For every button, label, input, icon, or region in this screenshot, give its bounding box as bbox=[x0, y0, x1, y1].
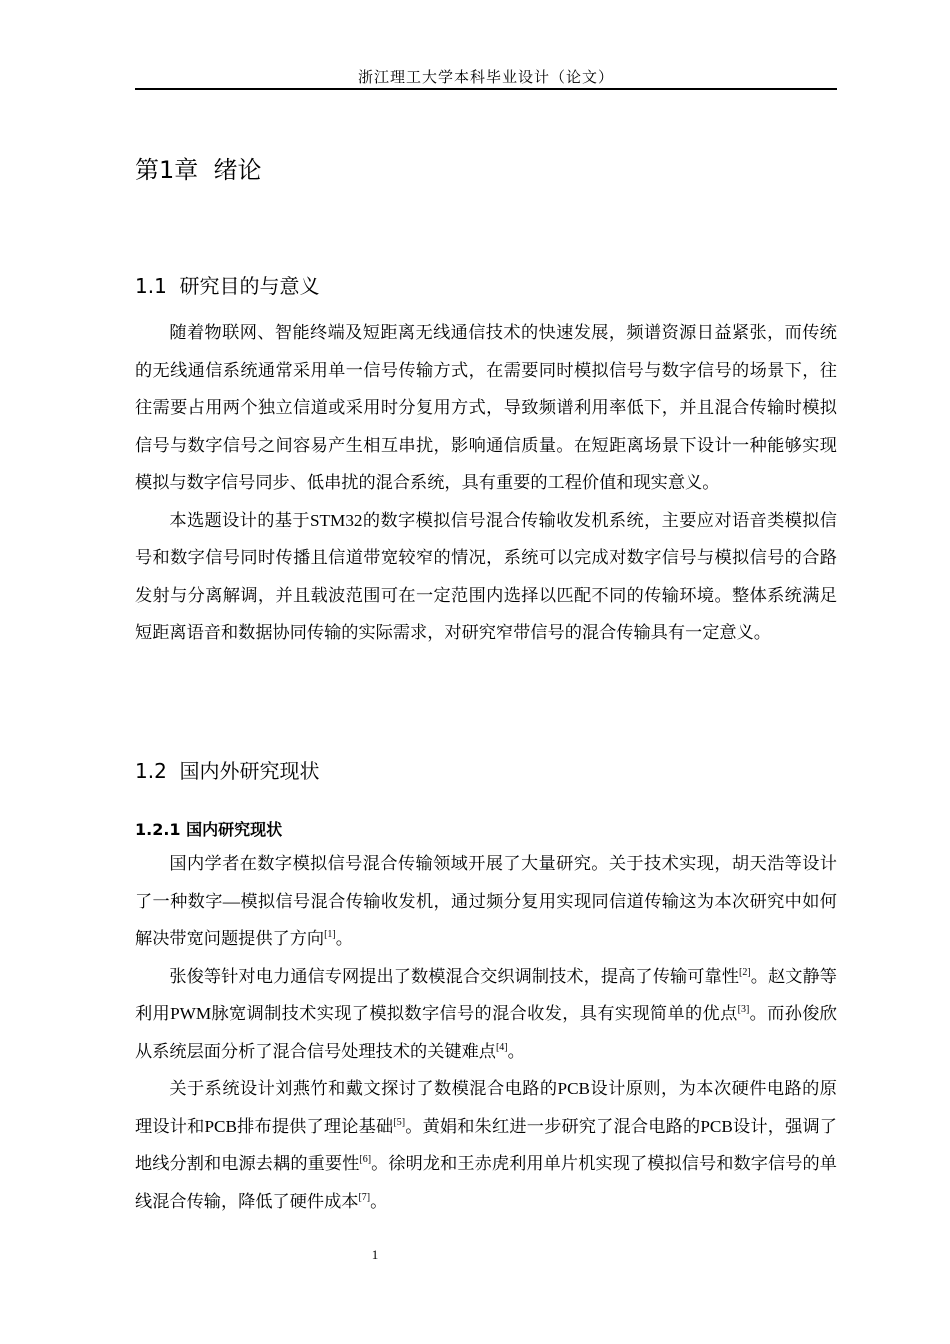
paragraph-text: 。 bbox=[335, 929, 353, 948]
paragraph bbox=[135, 845, 837, 958]
citation-ref[interactable]: [6] bbox=[359, 1154, 372, 1165]
paragraph bbox=[135, 958, 837, 1071]
paragraph-text: 张俊等针对电力通信专网提出了数模混合交织调制技术，提高了传输可靠性 bbox=[169, 966, 739, 986]
paragraph: 本选题设计的基于STM32的数字模拟信号混合传输收发机系统，主要应对语音类模拟信号和数字信号同时传播且信道带宽较窄的情况，系统可以完成对数字信号与模拟信号的合路发射与分离解调，并且载波范围可在一定范围内选择以匹配不同的传输环境。整体系统满足短距离语音和数据协同传输的实际需求，对研究窄带信号的混合传输具有一定意义。 bbox=[135, 510, 837, 642]
citation-ref[interactable]: [2] bbox=[739, 966, 751, 978]
paragraph-text: 。赵文静等利用PWM脉宽调制技术实现了模拟数字信号的混合收发，具有实现简单的优点 bbox=[135, 966, 837, 1023]
citation-ref[interactable]: [5] bbox=[393, 1116, 406, 1128]
paragraph-text: 。而孙俊欣从系统层面分析了混合信号处理技术的关键难点 bbox=[135, 1004, 837, 1061]
citation-ref[interactable]: [3] bbox=[737, 1004, 750, 1015]
paragraph-text: 国内学者在数字模拟信号混合传输领域开展了大量研究。关于技术实现，胡天浩等设计了一种数字—模拟信号混合传输收发机，通过频分复用实现同信道传输这为本次研究中如何解决带宽问题提供了方向 bbox=[135, 854, 837, 948]
paragraph-text: 。 bbox=[370, 1191, 388, 1211]
citation-ref[interactable]: [4] bbox=[495, 1041, 508, 1053]
chapter-title: 第1章 绪论 bbox=[135, 156, 262, 184]
paragraph-text: 。徐明龙和王赤虎利用单片机实现了模拟信号和数字信号的单线混合传输，降低了硬件成本 bbox=[135, 1154, 837, 1211]
citation-ref[interactable]: [1] bbox=[324, 929, 336, 940]
section-title-1-2: 1.2 国内外研究现状 bbox=[135, 759, 320, 783]
running-header: 浙江理工大学本科毕业设计（论文） bbox=[357, 68, 614, 86]
header-divider bbox=[135, 88, 837, 90]
subsection-title-1-2-1: 1.2.1 国内研究现状 bbox=[135, 820, 283, 839]
citation-ref[interactable]: [7] bbox=[358, 1191, 371, 1203]
section-1-1-body bbox=[135, 314, 837, 652]
paragraph-text: 。 bbox=[507, 1041, 525, 1061]
paragraph-text: 关于系统设计刘燕竹和戴文探讨了数模混合电路的PCB设计原则，为本次硬件电路的原理设计和PCB排布提供了理论基础 bbox=[135, 1079, 837, 1136]
subsection-1-2-1-body bbox=[135, 845, 837, 1220]
paragraph bbox=[135, 1070, 837, 1220]
page-number: 1 bbox=[371, 1247, 379, 1262]
section-title-1-1: 1.1 研究目的与意义 bbox=[135, 274, 320, 298]
paragraph: 随着物联网、智能终端及短距离无线通信技术的快速发展，频谱资源日益紧张，而传统的无线通信系统通常采用单一信号传输方式，在需要同时模拟信号与数字信号的场景下，往往需要占用两个独立信道或采用时分复用方式，导致频谱利用率低下，并且混合传输时模拟信号与数字信号之间容易产生相互串扰，影响通信质量。在短距离场景下设计一种能够实现模拟与数字信号同步、低串扰的混合系统，具有重要的工程价值和现实意义。 bbox=[135, 323, 837, 492]
paragraph-text: 。黄娟和朱红进一步研究了混合电路的PCB设计，强调了地线分割和电源去耦的重要性 bbox=[135, 1116, 837, 1173]
